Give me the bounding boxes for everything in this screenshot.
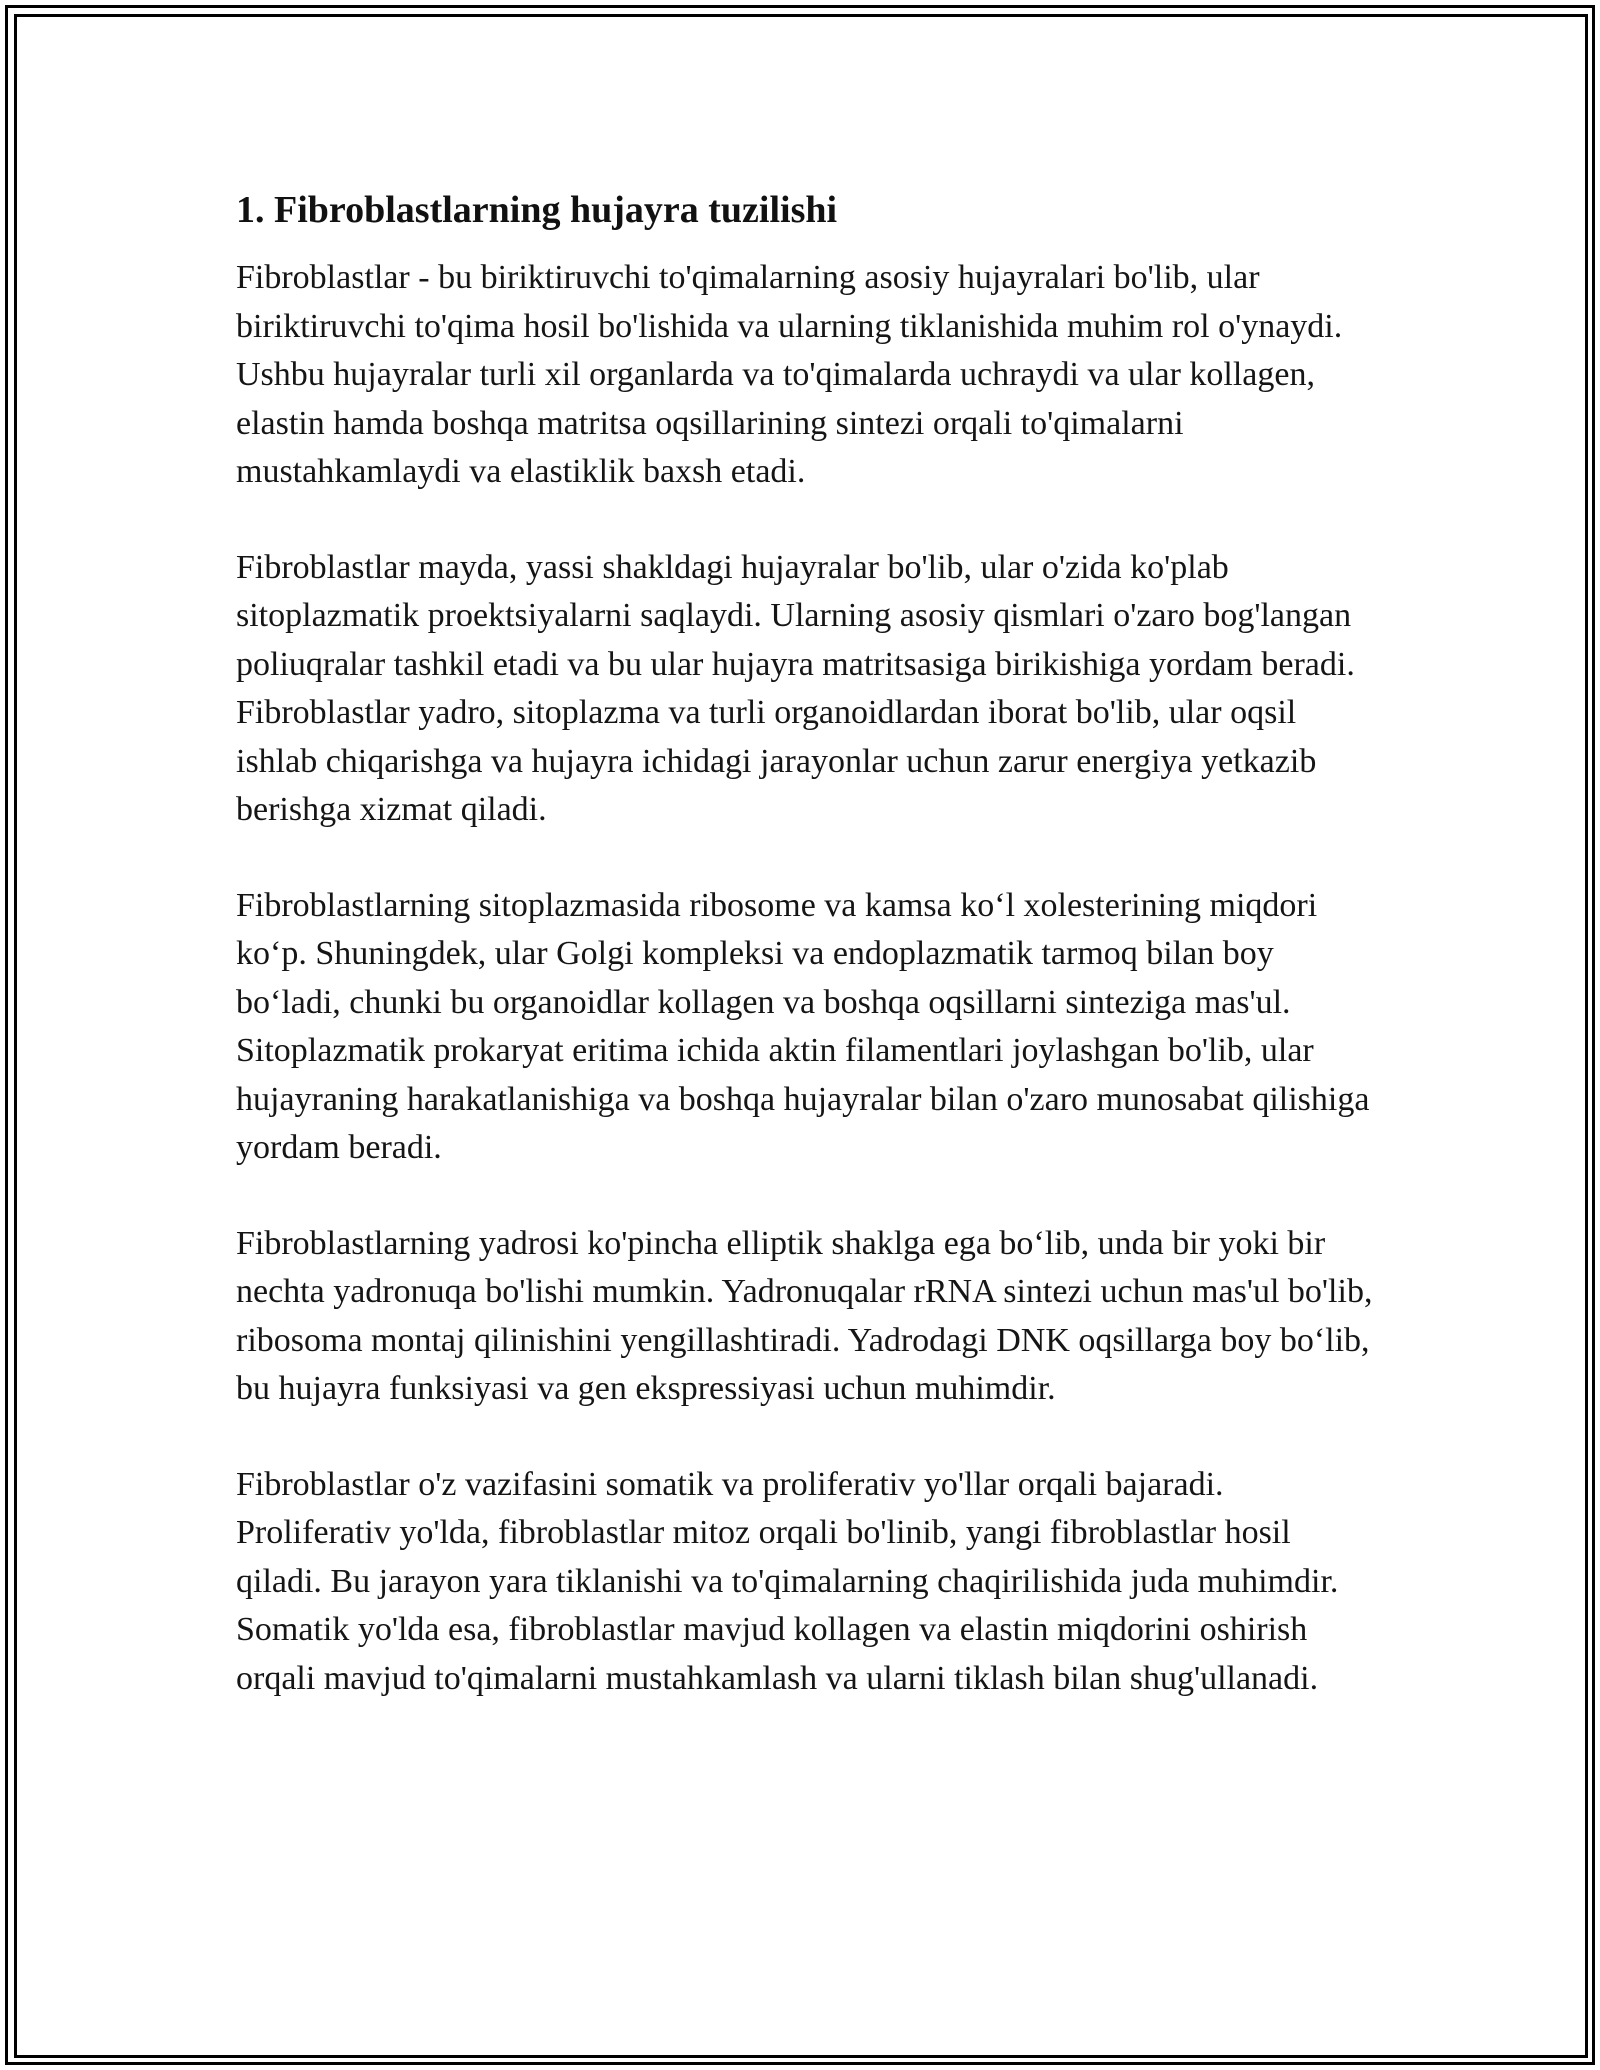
document-body <box>236 186 1376 1750</box>
section-heading: 1. Fibroblastlarning hujayra tuzilishi <box>236 189 838 231</box>
paragraph-1: Fibroblastlar - bu biriktiruvchi to'qimalarning asosiy hujayralari bo'lib, ular biriktiruvchi to'qima hosil bo'lishida va ularning tiklanishida muhim rol o'ynaydi. Ushbu hujayralar turli xil organlarda va to'qimalarda uchraydi va ular kollagen, elastin hamda boshqa matritsa oqsillarining sintezi orqali to'qimalarni mustahkamlaydi va elastiklik baxsh etadi. <box>236 259 1343 490</box>
paragraph-3: Fibroblastlarning sitoplazmasida ribosome va kamsa ko‘l xolesterining miqdori ko‘p. Shuningdek, ular Golgi kompleksi va endoplazmatik tarmoq bilan boy bo‘ladi, chunki bu organoidlar kollagen va boshqa oqsillarni sinteziga mas'ul. Sitoplazmatik prokaryat eritima ichida aktin filamentlari joylashgan bo'lib, ular hujayraning harakatlanishiga va boshqa hujayralar bilan o'zaro munosabat qilishiga yordam beradi. <box>236 886 1370 1166</box>
paragraph-2: Fibroblastlar mayda, yassi shakldagi hujayralar bo'lib, ular o'zida ko'plab sitoplazmatik proektsiyalarni saqlaydi. Ularning asosiy qismlari o'zaro bog'langan poliuqralar tashkil etadi va bu ular hujayra matritsasiga birikishiga yordam beradi. Fibroblastlar yadro, sitoplazma va turli organoidlardan iborat bo'lib, ular oqsil ishlab chiqarishga va hujayra ichidagi jarayonlar uchun zarur energiya yetkazib berishga xizmat qiladi. <box>236 548 1355 828</box>
paragraph-5: Fibroblastlar o'z vazifasini somatik va proliferativ yo'llar orqali bajaradi. Proliferativ yo'lda, fibroblastlar mitoz orqali bo'linib, yangi fibroblastlar hosil qiladi. Bu jarayon yara tiklanishi va to'qimalarning chaqirilishida juda muhimdir. Somatik yo'lda esa, fibroblastlar mavjud kollagen va elastin miqdorini oshirish orqali mavjud to'qimalarni mustahkamlash va ularni tiklash bilan shug'ullanadi. <box>236 1465 1339 1697</box>
paragraph-4: Fibroblastlarning yadrosi ko'pincha elliptik shaklga ega bo‘lib, unda bir yoki bir nechta yadronuqa bo'lishi mumkin. Yadronuqalar rRNA sintezi uchun mas'ul bo'lib, ribosoma montaj qilinishini yengillashtiradi. Yadrodagi DNK oqsillarga boy bo‘lib, bu hujayra funksiyasi va gen ekspressiyasi uchun muhimdir. <box>236 1224 1373 1407</box>
